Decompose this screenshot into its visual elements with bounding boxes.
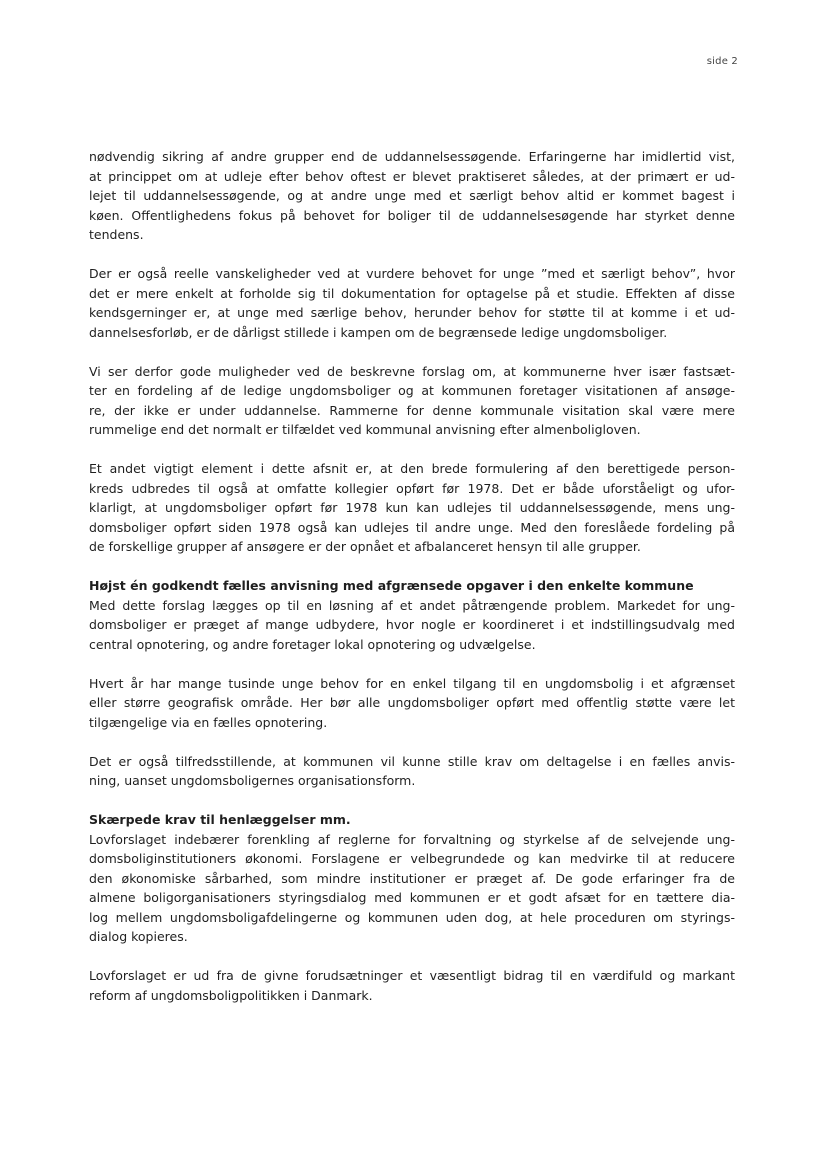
- text-line: Hvert år har mange tusinde unge behov for en enkel tilgang til en ungdomsbolig i et afgrænset: [89, 675, 735, 691]
- text-line: tilgængelige via en fælles opnotering.: [89, 714, 328, 730]
- text-line: lejet til uddannelsessøgende, og at andre unge med et særligt behov altid er kommet bagest i: [89, 188, 735, 203]
- section-body: [89, 830, 735, 1006]
- text-line: at princippet om at udleje efter behov oftest er blevet praktiseret således, at der primært er ud-: [89, 168, 735, 184]
- text-line: dannelsesforløb, er de dårligst stillede i kampen om de begrænsede ledige ungdomsboliger.: [89, 324, 668, 340]
- text-line: kreds udbredes til også at omfatte kollegier opført før 1978. Det er både uforståeligt og ufor-: [89, 480, 735, 496]
- text-line: Vi ser derfor gode muligheder ved de beskrevne forslag om, at kommunerne hver især fastsæt-: [89, 363, 735, 379]
- paragraph: [89, 459, 735, 557]
- intro-paragraphs: [89, 147, 735, 557]
- text-line: Lovforslaget indebærer forenkling af reglerne for forvaltning og styrkelse af de selvejende ung-: [89, 831, 735, 847]
- section-henlæggelser: [89, 810, 735, 1005]
- text-line: Der er også reelle vanskeligheder ved at vurdere behovet for unge ”med et særligt behov”, hvor: [89, 266, 735, 281]
- paragraph: [89, 966, 735, 1005]
- text-line: Lovforslaget er ud fra de givne forudsætninger et væsentligt bidrag til en værdifuld og markant: [89, 968, 735, 983]
- text-line: den økonomiske sårbarhed, som mindre institutioner er præget af. De gode erfaringer fra de: [89, 870, 735, 886]
- document-body: [89, 147, 735, 1025]
- paragraph: [89, 752, 735, 791]
- paragraph: [89, 830, 735, 947]
- text-line: køen. Offentlighedens fokus på behovet for boliger til de uddannelsesøgende har styrket denne: [89, 207, 735, 223]
- page-number: side 2: [706, 56, 738, 67]
- text-line: central opnotering, og andre foretager lokal opnotering og udvælgelse.: [89, 636, 536, 652]
- paragraph: [89, 674, 735, 733]
- section-body: [89, 596, 735, 791]
- text-line: almene boligorganisationers styringsdialog med kommunen er et godt afsæt for en tættere dia-: [89, 890, 735, 905]
- text-line: Et andet vigtigt element i dette afsnit er, at den brede formulering af den berettigede person-: [89, 461, 735, 476]
- paragraph: [89, 264, 735, 342]
- text-line: kendsgerninger er, at unge med særlige behov, herunder behov for støtte til at komme i et ud-: [89, 305, 735, 320]
- text-line: tendens.: [89, 227, 144, 242]
- text-line: ning, uanset ungdomsboligernes organisationsform.: [89, 773, 416, 788]
- text-line: log mellem ungdomsboligafdelingerne og kommunen uden dog, at hele proceduren om styrings-: [89, 909, 735, 925]
- text-line: domsboliger opført siden 1978 også kan udlejes til andre unge. Med den foreslåede fordeling på: [89, 519, 735, 535]
- section-heading: Skærpede krav til henlæggelser mm.: [89, 812, 351, 827]
- paragraph: [89, 147, 735, 245]
- text-line: klarligt, at ungdomsboliger opført før 1978 kun kan udlejes til uddannelsessøgende, mens ung-: [89, 500, 735, 515]
- text-line: Med dette forslag lægges op til en løsning af et andet påtrængende problem. Markedet for ung-: [89, 597, 735, 613]
- text-line: de forskellige grupper af ansøgere er der opnået et afbalanceret hensyn til alle grupper.: [89, 539, 641, 554]
- paragraph: [89, 362, 735, 440]
- text-line: domsboliginstitutioners økonomi. Forslagene er velbegrundede og kan medvirke til at reducere: [89, 851, 735, 866]
- text-line: det er mere enkelt at forholde sig til dokumentation for optagelse på et studie. Effekten af disse: [89, 285, 735, 301]
- text-line: nødvendig sikring af andre grupper end de uddannelsessøgende. Erfaringerne har imidlertid vist,: [89, 149, 735, 164]
- text-line: reform af ungdomsboligpolitikken i Danmark.: [89, 987, 373, 1003]
- text-line: domsboliger er præget af mange udbydere, hvor nogle er koordineret i et indstillingsudvalg med: [89, 617, 735, 632]
- paragraph: [89, 596, 735, 655]
- section-heading: Højst én godkendt fælles anvisning med afgrænsede opgaver i den enkelte kommune: [89, 578, 694, 593]
- text-line: re, der ikke er under uddannelse. Rammerne for denne kommunale visitation skal være mere: [89, 402, 735, 418]
- text-line: dialog kopieres.: [89, 929, 188, 944]
- text-line: rummelige end det normalt er tilfældet ved kommunal anvisning efter almenboligloven.: [89, 422, 641, 437]
- text-line: Det er også tilfredsstillende, at kommunen vil kunne stille krav om deltagelse i en fælles anvis-: [89, 753, 735, 769]
- text-line: ter en fordeling af de ledige ungdomsboliger og at kommunen foretager visitationen af ansøge-: [89, 383, 735, 398]
- section-fælles-anvisning: [89, 576, 735, 791]
- text-line: eller større geografisk område. Her bør alle ungdomsboliger opført med offentlig støtte være let: [89, 695, 735, 710]
